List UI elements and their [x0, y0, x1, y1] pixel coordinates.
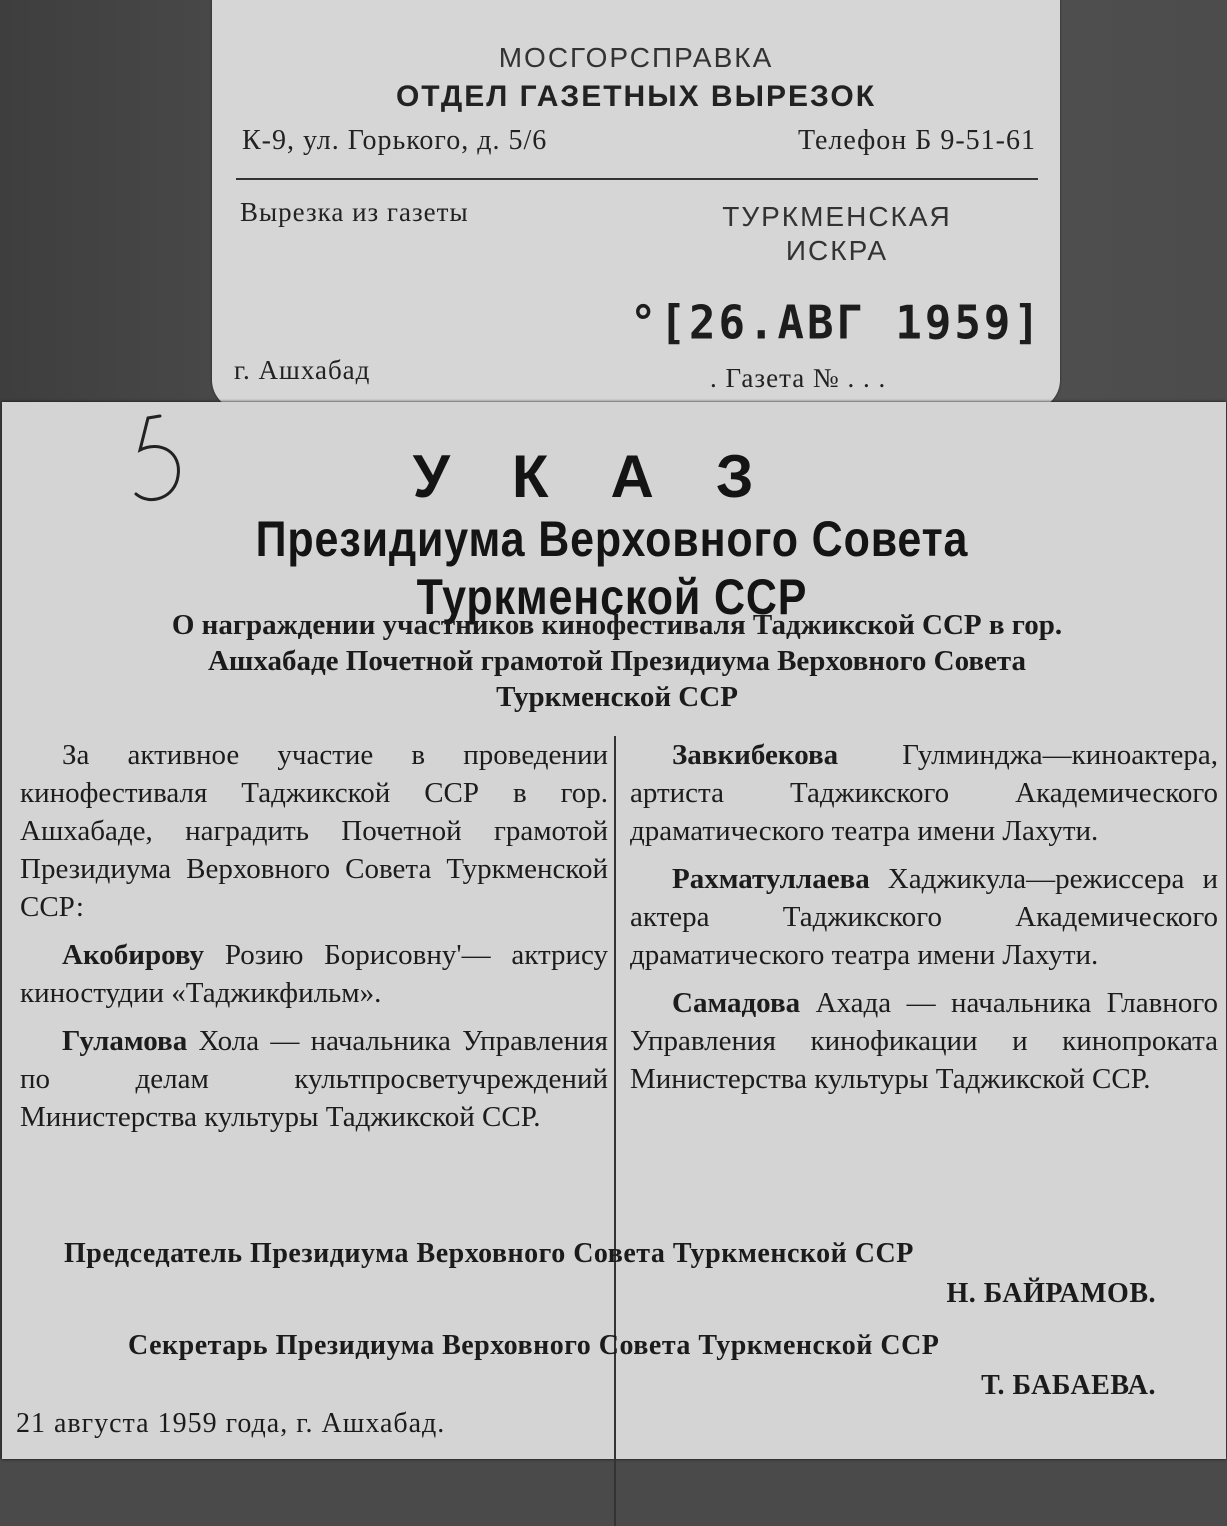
- subtitle-line: Туркменской ССР: [496, 681, 738, 713]
- secretary-name: Т. БАБАЕВА.: [981, 1370, 1156, 1401]
- chairman-name: Н. БАЙРАМОВ.: [946, 1278, 1156, 1309]
- awardee-description: Розию Борисовну'— актрису киностудии «Таджикфильм».: [20, 939, 608, 1009]
- divider: [236, 178, 1038, 180]
- awardee-name: Самадова: [672, 987, 801, 1019]
- newspaper-name-line1: ТУРКМЕНСКАЯ: [722, 201, 952, 232]
- awardee-name: Рахматуллаева: [672, 863, 870, 895]
- right-column: [630, 736, 1218, 1108]
- decree-subtitle: [42, 607, 1192, 715]
- cut-from-label: Вырезка из газеты: [240, 197, 469, 227]
- date-stamp: °[26.АВГ 1959]: [630, 296, 1043, 351]
- phone: Телефон Б 9-51-61: [797, 125, 1036, 156]
- department-name: ОТДЕЛ ГАЗЕТНЫХ ВЫРЕЗОК: [395, 80, 877, 113]
- secretary-title: Секретарь Президиума Верховного Совета Туркменской ССР: [128, 1330, 940, 1361]
- awardee-description: Гулминджа—киноактера, артиста Таджикского Академического драматического театра имени Лахути.: [630, 739, 1218, 847]
- column-divider: [614, 736, 616, 1526]
- awardee-paragraph: [20, 936, 608, 1012]
- awardee-name: Завкибекова: [672, 739, 839, 771]
- intro-paragraph: За активное участие в проведении кинофестиваля Таджикской ССР в гор. Ашхабаде, наградить Почетной грамотой Президиума Верховного Совета Туркменской ССР:: [20, 739, 608, 923]
- decree-issuer: Президиума Верховного Совета Туркменской ССР: [255, 511, 969, 625]
- clipping-service-label: [212, 0, 1060, 410]
- left-column: [20, 736, 608, 1146]
- subtitle-line: О награждении участников кинофестиваля Таджикской ССР в гор.: [171, 609, 1063, 641]
- decree-heading: УКАЗ: [412, 443, 816, 510]
- awardee-paragraph: [630, 736, 1218, 850]
- org-name: МОСГОРСПРАВКА: [498, 42, 774, 73]
- awardee-paragraph: [630, 984, 1218, 1098]
- date-place: 21 августа 1959 года, г. Ашхабад.: [16, 1408, 446, 1439]
- awardee-name: Гуламова: [62, 1025, 188, 1057]
- awardee-description: Хола — начальника Управления по делам культпросветучреждений Министерства культуры Таджикской ССР.: [20, 1025, 608, 1133]
- newspaper-name: [672, 200, 1002, 268]
- awardee-paragraph: [20, 1022, 608, 1136]
- subtitle-line: Ашхабаде Почетной грамотой Президиума Верховного Совета: [207, 645, 1027, 677]
- awardee-name: Акобирову: [62, 939, 205, 971]
- gazeta-number-label: . Газета № . . .: [710, 363, 887, 393]
- newspaper-name-line2: ИСКРА: [785, 235, 889, 266]
- newspaper-clipping: [2, 402, 1226, 1459]
- awardee-description: Хаджикула—режиссера и актера Таджикского Академического драматического театра имени Лахути.: [630, 863, 1218, 971]
- awardee-paragraph: [630, 860, 1218, 974]
- city-label: г. Ашхабад: [234, 355, 371, 385]
- awardee-description: Ахада — начальника Главного Управления кинофикации и кинопроката Министерства культуры Таджикской ССР.: [630, 987, 1218, 1095]
- address: К-9, ул. Горького, д. 5/6: [242, 125, 548, 156]
- chairman-title: Председатель Президиума Верховного Совета Туркменской ССР: [64, 1238, 914, 1269]
